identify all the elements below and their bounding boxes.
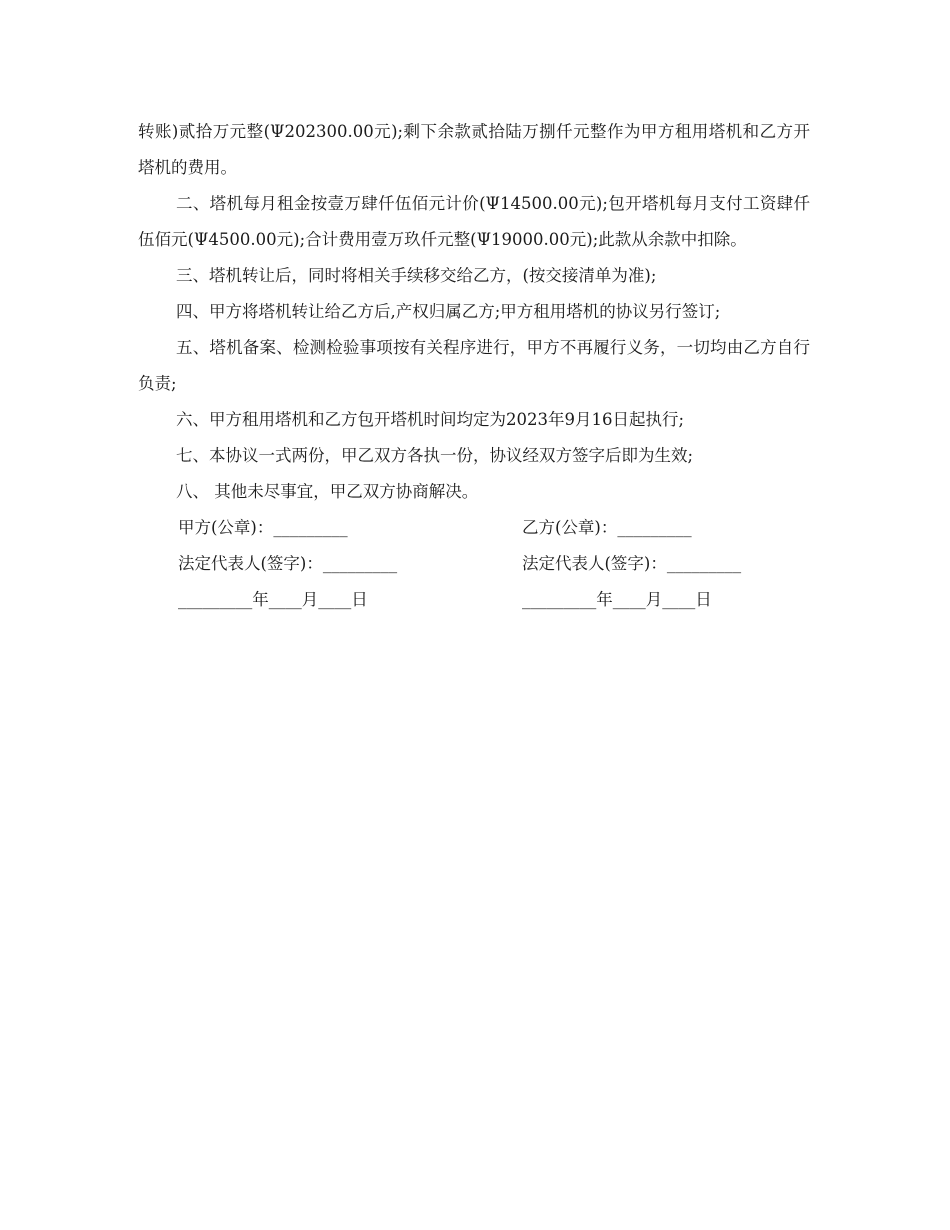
clause-5-inspection: 五、塔机备案、检测检验事项按有关程序进行，甲方不再履行义务，一切均由乙方自行负责; bbox=[138, 338, 810, 393]
party-b-date-field: _________年____月____日 bbox=[522, 590, 712, 609]
clause-2-rent: 二、塔机每月租金按壹万肆仟伍佰元计价(Ψ14500.00元);包开塔机每月支付工资肆仟伍佰元(Ψ4500.00元);合计费用壹万玖仟元整(Ψ19000.00元);此款从余款中扣除。 bbox=[138, 194, 810, 249]
party-a-date-field: _________年____月____日 bbox=[178, 590, 368, 609]
clause-7-copies: 七、本协议一式两份，甲乙双方各执一份，协议经双方签字后即为生效; bbox=[176, 446, 694, 465]
clause-3-handover: 三、塔机转让后，同时将相关手续移交给乙方，(按交接清单为准); bbox=[176, 266, 657, 285]
clause-4-ownership: 四、甲方将塔机转让给乙方后,产权归属乙方;甲方租用塔机的协议另行签订; bbox=[176, 302, 721, 321]
clause-8-other: 八、 其他未尽事宜，甲乙双方协商解决。 bbox=[176, 482, 479, 501]
paragraph-payment-continued: 转账)贰拾万元整(Ψ202300.00元);剩下余款贰拾陆万捌仟元整作为甲方租用塔机和乙方开塔机的费用。 bbox=[138, 122, 810, 177]
clause-6-effective-date: 六、甲方租用塔机和乙方包开塔机时间均定为2023年9月16日起执行; bbox=[176, 410, 685, 429]
party-b-representative-field: 法定代表人(签字)：_________ bbox=[522, 554, 742, 573]
party-a-seal-field: 甲方(公章)：_________ bbox=[178, 518, 348, 537]
signature-block bbox=[138, 510, 810, 618]
contract-page bbox=[138, 114, 810, 618]
party-b-seal-field: 乙方(公章)：_________ bbox=[522, 518, 692, 537]
party-a-representative-field: 法定代表人(签字)：_________ bbox=[178, 554, 398, 573]
